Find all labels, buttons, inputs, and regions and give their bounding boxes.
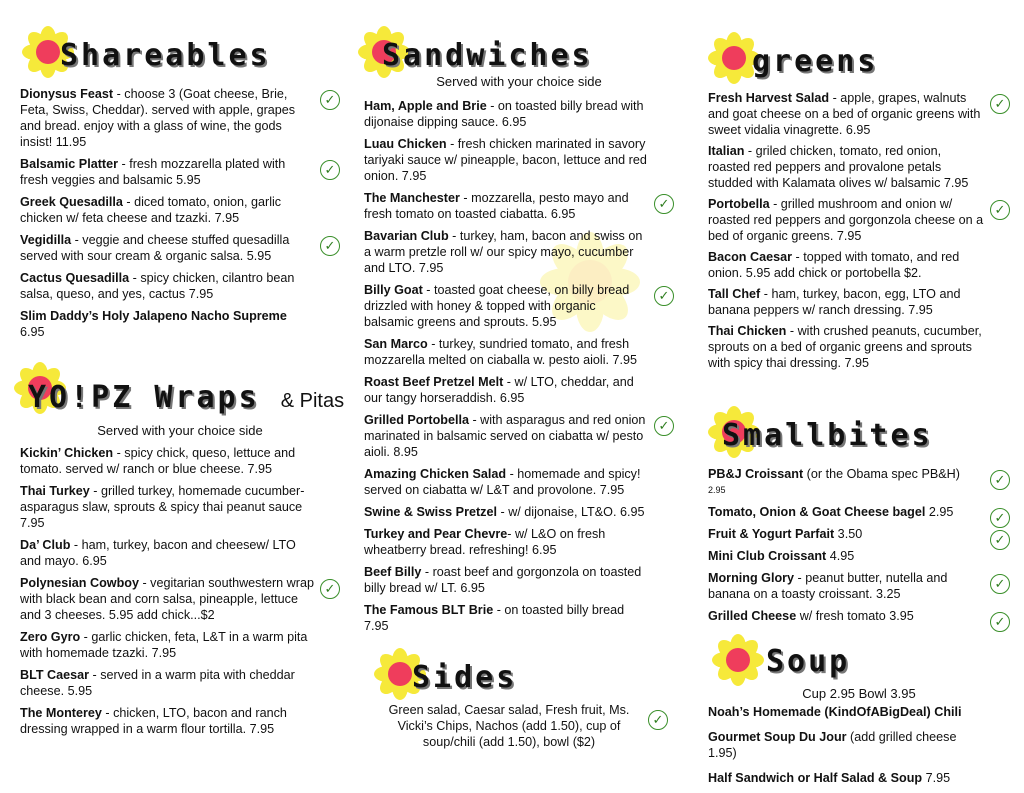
menu-item (20, 575, 340, 623)
menu-item-description: - on toasted billy bread with dijonaise dipping sauce. 6.95 (364, 99, 644, 129)
menu-item-name: Thai Turkey (20, 484, 90, 498)
menu-item-name: Swine & Swiss Pretzel (364, 505, 497, 519)
menu-item-name: Portobella (708, 197, 770, 211)
menu-item-description: (add grilled cheese 1.95) (708, 730, 957, 760)
menu-item-name: Slim Daddy’s Holy Jalapeno Nacho Supreme (20, 309, 287, 323)
menu-item (20, 270, 340, 302)
soup-prices: Cup 2.95 Bowl 3.95 (802, 686, 916, 701)
vegetarian-check-icon: ✓ (990, 470, 1010, 490)
menu-item-description: - vegitarian southwestern wrap with black bean and corn salsa, pineapple, lettuce and 3 cheeses. 5.95 add chick...$2 (20, 576, 314, 622)
menu-item-description: - with asparagus and red onion marinated in balsamic served on ciabatta w/ pesto aioli. 8.95 (364, 413, 646, 459)
menu-item-description: - turkey, sundried tomato, and fresh mozzarella melted on ciaballa w. pesto aioli. 7.95 (364, 337, 638, 367)
menu-item-name: Greek Quesadilla (20, 195, 123, 209)
menu-item-description: - on toasted billy bread 7.95 (364, 603, 625, 633)
wraps-section (20, 368, 345, 743)
menu-item (364, 336, 674, 368)
menu-item-description: - spicy chick, queso, lettuce and tomato. served w/ ranch or blue cheese. 7.95 (20, 446, 296, 476)
menu-item-name: Mini Club Croissant (708, 549, 827, 563)
menu-item-description: - peanut butter, nutella and banana on a toasty croissant. 3.25 (708, 571, 948, 601)
sides-description (364, 702, 674, 750)
menu-item-description: - served in a warm pita with cheddar cheese. 5.95 (20, 668, 295, 698)
menu-item-description: 2.95 (925, 505, 954, 519)
menu-item (20, 194, 340, 226)
menu-item (364, 412, 674, 460)
soup-title: Soup (766, 644, 851, 679)
menu-item-description: w/ fresh tomato 3.95 (796, 609, 914, 623)
menu-item (708, 143, 1010, 191)
menu-item-description: - choose 3 (Goat cheese, Brie, Feta, Swiss, Cheddar). served with apple, grapes and bread. enjoy with a glass of wine, the gods insist! 11.95 (20, 87, 296, 149)
menu-item-description: - topped with tomato, and red onion. 5.95 add chick or portobella $2. (708, 250, 960, 280)
sides-heading (364, 646, 674, 702)
soup-section (708, 632, 1010, 793)
vegetarian-check-icon: ✓ (990, 508, 1010, 528)
vegetarian-check-icon: ✓ (990, 94, 1010, 114)
menu-item (708, 466, 1010, 498)
menu-item-name: PB&J Croissant (708, 467, 804, 481)
menu-item-description: - homemade and spicy! served on ciabatta w/ L&T and provolone. 7.95 (364, 467, 641, 497)
menu-item (20, 483, 340, 531)
menu-item-description: - fresh mozzarella plated with fresh veggies and balsamic 5.95 (20, 157, 286, 187)
menu-item-description: - w/ dijonaise, LT&O. 6.95 (497, 505, 645, 519)
wraps-subtitle: & Pitas (280, 390, 345, 412)
menu-item-name: Bavarian Club (364, 229, 449, 243)
menu-item-name: Grilled Portobella (364, 413, 469, 427)
soup-list (708, 704, 1010, 786)
sandwiches-note: Served with your choice side (436, 74, 602, 89)
menu-item-name: Tomato, Onion & Goat Cheese bagel (708, 505, 926, 519)
menu-item (20, 232, 340, 264)
menu-item-name: Thai Chicken (708, 324, 787, 338)
menu-item-name: Cactus Quesadilla (20, 271, 130, 285)
menu-item-description: - ham, turkey, bacon and cheesew/ LTO and mayo. 6.95 (20, 538, 296, 568)
soup-heading (708, 632, 1010, 686)
menu-item-name: Da’ Club (20, 538, 71, 552)
menu-item-description: - chicken, LTO, bacon and ranch dressing wrapped in a warm flour tortilla. 7.95 (20, 706, 287, 736)
menu-item-name: The Monterey (20, 706, 102, 720)
smallbites-section (708, 400, 1010, 630)
menu-item (20, 86, 340, 150)
vegetarian-check-icon: ✓ (990, 574, 1010, 594)
vegetarian-check-icon: ✓ (320, 90, 340, 110)
menu-item (708, 526, 1010, 547)
menu-item-description: - diced tomato, onion, garlic chicken w/ feta cheese and tzazki. 7.95 (20, 195, 282, 225)
sandwiches-title: Sandwiches (382, 38, 593, 73)
menu-item-description: - w/ LTO, cheddar, and our tangy horseraddish. 6.95 (364, 375, 634, 405)
shareables-heading (20, 24, 340, 82)
menu-item (364, 564, 674, 596)
menu-item (708, 196, 1010, 244)
menu-item-name: Fruit & Yogurt Parfait (708, 527, 835, 541)
menu-item-description: - with crushed peanuts, cucumber, sprouts on a bed of organic greens and sprouts with spicy thai dressing. 7.95 (708, 324, 982, 370)
menu-item-name: Ham, Apple and Brie (364, 99, 487, 113)
sides-text: Green salad, Caesar salad, Fresh fruit, Ms. Vicki’s Chips, Nachos (add 1.50), cup of soup/chili (add 1.50), bowl ($2) (388, 703, 630, 749)
menu-item (20, 445, 340, 477)
menu-item-name: Gourmet Soup Du Jour (708, 730, 847, 744)
menu-item-name: Balsamic Platter (20, 157, 119, 171)
smallbites-title: Smallbites (722, 418, 933, 453)
wraps-title (28, 380, 344, 415)
menu-item-name: Morning Glory (708, 571, 795, 585)
menu-item (708, 90, 1010, 138)
sandwiches-list (364, 98, 674, 634)
menu-item (364, 504, 674, 520)
greens-title: greens (752, 44, 879, 79)
menu-item-description: - grilled turkey, homemade cucumber-asparagus slaw, sprouts & spicy thai peanut sauce 7.95 (20, 484, 305, 530)
menu-item-description: - garlic chicken, feta, L&T in a warm pita with homemade tzazki. 7.95 (20, 630, 308, 660)
vegetarian-check-icon: ✓ (654, 194, 674, 214)
vegetarian-check-icon: ✓ (648, 710, 668, 730)
vegetarian-check-icon: ✓ (320, 579, 340, 599)
vegetarian-check-icon: ✓ (320, 160, 340, 180)
menu-item-description: - mozzarella, pesto mayo and fresh tomato on toasted ciabatta. 6.95 (364, 191, 629, 221)
shareables-section (20, 24, 340, 346)
wraps-note: Served with your choice side (97, 423, 263, 438)
menu-item (708, 729, 1010, 761)
menu-item (708, 323, 1010, 371)
menu-item-name: Bacon Caesar (708, 250, 792, 264)
wraps-heading (20, 368, 345, 418)
menu-item (20, 667, 340, 699)
vegetarian-check-icon: ✓ (990, 200, 1010, 220)
menu-item-name: Half Sandwich or Half Salad & Soup (708, 771, 923, 785)
menu-item-name: Grilled Cheese (708, 609, 797, 623)
menu-item-description: 7.95 (922, 771, 951, 785)
vegetarian-check-icon: ✓ (654, 286, 674, 306)
menu-item (364, 136, 674, 184)
menu-item-name: Amazing Chicken Salad (364, 467, 507, 481)
menu-item-description: - grilled mushroom and onion w/ roasted red peppers and gorgonzola cheese on a bed of organic greens. 7.95 (708, 197, 984, 243)
sandwiches-heading (364, 26, 674, 74)
vegetarian-check-icon: ✓ (990, 530, 1010, 550)
menu-item (20, 629, 340, 661)
vegetarian-check-icon: ✓ (654, 416, 674, 436)
wraps-title-main: YO!PZ Wraps (28, 380, 260, 415)
menu-item-description: (or the Obama spec PB&H) (803, 467, 960, 481)
menu-item-name: Vegidilla (20, 233, 72, 247)
menu-item-description: - turkey, ham, bacon and swiss on a warm pretzle roll w/ our spicy mayo, cucumber and LTO. 7.95 (364, 229, 643, 275)
menu-item-description: 6.95 (20, 325, 45, 339)
menu-item (708, 504, 1010, 525)
menu-item-name: Roast Beef Pretzel Melt (364, 375, 504, 389)
menu-item-name: Kickin’ Chicken (20, 446, 114, 460)
menu-item (364, 374, 674, 406)
menu-item-description: - veggie and cheese stuffed quesadilla served with sour cream & organic salsa. 5.95 (20, 233, 290, 263)
menu-item-price: 2.95 (708, 485, 726, 495)
menu-item (364, 602, 674, 634)
menu-item-description: - spicy chicken, cilantro bean salsa, queso, and yes, cactus 7.95 (20, 271, 295, 301)
menu-item (364, 98, 674, 130)
shareables-list (20, 86, 340, 340)
greens-section (708, 28, 1010, 376)
menu-item (20, 705, 340, 737)
menu-item-name: Beef Billy (364, 565, 422, 579)
menu-item (708, 249, 1010, 281)
menu-item-name: The Manchester (364, 191, 460, 205)
sandwiches-section (364, 26, 674, 640)
menu-item-name: Noah’s Homemade (KindOfABigDeal) Chili (708, 705, 962, 719)
smallbites-heading (708, 400, 1010, 466)
menu-item (364, 228, 674, 276)
menu-item (364, 466, 674, 498)
menu-item-description: - ham, turkey, bacon, egg, LTO and banana peppers w/ ranch dressing. 7.95 (708, 287, 961, 317)
menu-item (708, 548, 1010, 564)
sides-section (364, 646, 674, 750)
menu-item (364, 282, 674, 330)
menu-item (708, 286, 1010, 318)
menu-item (708, 770, 1010, 786)
menu-item-name: BLT Caesar (20, 668, 90, 682)
menu-item-name: Italian (708, 144, 745, 158)
menu-item-name: Turkey and Pear Chevre (364, 527, 508, 541)
menu-item-description: - fresh chicken marinated in savory tariyaki sauce w/ pineapple, bacon, lettuce and red onion. 7.95 (364, 137, 647, 183)
menu-item (708, 608, 1010, 629)
menu-item-name: San Marco (364, 337, 428, 351)
menu-item-description: 3.50 (834, 527, 863, 541)
menu-item-name: Billy Goat (364, 283, 423, 297)
menu-item-description: - w/ L&O on fresh wheatberry bread. refreshing! 6.95 (364, 527, 606, 557)
menu-item (708, 704, 1010, 720)
menu-item-name: The Famous BLT Brie (364, 603, 494, 617)
menu-item-description: - apple, grapes, walnuts and goat cheese on a bed of organic greens with sweet vidalia vinagrette. 6.95 (708, 91, 981, 137)
menu-item (364, 190, 674, 222)
menu-item-description: 4.95 (826, 549, 855, 563)
shareables-title: Shareables (60, 38, 271, 73)
menu-item-name: Tall Chef (708, 287, 761, 301)
sides-title: Sides (412, 660, 518, 695)
vegetarian-check-icon: ✓ (990, 612, 1010, 632)
menu-item (20, 308, 340, 340)
greens-heading (708, 28, 1010, 90)
menu-item (20, 537, 340, 569)
greens-list (708, 90, 1010, 371)
menu-item-description: - roast beef and gorgonzola on toasted billy bread w/ LT. 6.95 (364, 565, 642, 595)
menu-item (20, 156, 340, 188)
wraps-list (20, 445, 340, 737)
vegetarian-check-icon: ✓ (320, 236, 340, 256)
menu-item (364, 526, 674, 558)
menu-item-name: Polynesian Cowboy (20, 576, 139, 590)
flower-icon (712, 634, 764, 686)
menu-item (708, 570, 1010, 602)
menu-item-description: - griled chicken, tomato, red onion, roasted red peppers and provalone petals studded with Kalamata olives w/ balsamic 7.95 (708, 144, 969, 190)
menu-item-name: Luau Chicken (364, 137, 447, 151)
menu-item-description: - toasted goat cheese, on billy bread drizzled with honey & topped with organic balsamic greens and sprouts. 5.95 (364, 283, 630, 329)
smallbites-list (708, 466, 1010, 629)
menu-item-name: Zero Gyro (20, 630, 81, 644)
menu-item-name: Dionysus Feast (20, 87, 114, 101)
menu-item-name: Fresh Harvest Salad (708, 91, 830, 105)
